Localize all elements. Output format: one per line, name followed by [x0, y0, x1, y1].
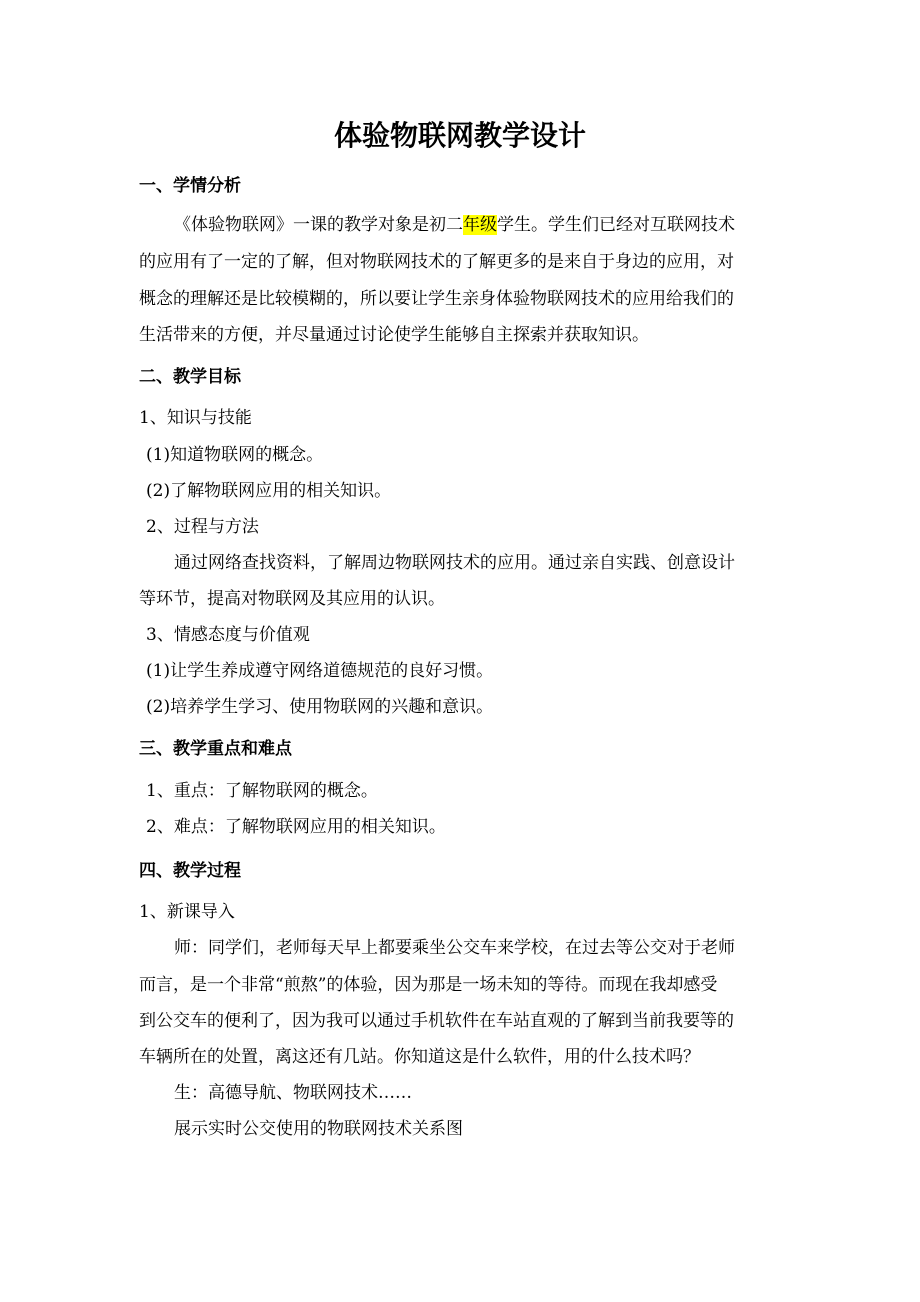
text-run: 学生。学生们已经对互联网技术	[497, 215, 735, 235]
section-heading-3: 三、教学重点和难点	[139, 739, 292, 759]
subheading: 1、知识与技能	[139, 408, 252, 428]
list-item: (2)了解物联网应用的相关知识。	[146, 481, 392, 501]
paragraph-line: 师：同学们，老师每天早上都要乘坐公交车来学校，在过去等公交对于老师	[174, 938, 735, 958]
section-heading-1: 一、学情分析	[139, 176, 241, 196]
list-item: 1、重点：了解物联网的概念。	[146, 781, 378, 801]
list-item: (2)培养学生学习、使用物联网的兴趣和意识。	[146, 697, 494, 717]
page-title: 体验物联网教学设计	[333, 119, 586, 152]
list-item: (1)知道物联网的概念。	[146, 445, 324, 465]
paragraph-line: 生活带来的方便，并尽量通过讨论使学生能够自主探索并获取知识。	[139, 325, 649, 345]
paragraph-line: 概念的理解还是比较模糊的，所以要让学生亲身体验物联网技术的应用给我们的	[139, 289, 734, 309]
paragraph-line: 通过网络查找资料，了解周边物联网技术的应用。通过亲自实践、创意设计	[174, 553, 735, 573]
paragraph-line: 展示实时公交使用的物联网技术关系图	[174, 1119, 463, 1139]
highlighted-text: 年级	[463, 215, 497, 235]
paragraph-line	[174, 213, 735, 237]
section-heading-2: 二、教学目标	[139, 367, 241, 387]
paragraph-line: 到公交车的便利了，因为我可以通过手机软件在车站直观的了解到当前我要等的	[139, 1011, 734, 1031]
list-item: 2、难点：了解物联网应用的相关知识。	[146, 817, 446, 837]
paragraph-line: 而言，是一个非常“煎熬”的体验，因为那是一场未知的等待。而现在我却感受	[139, 975, 718, 995]
paragraph-line: 车辆所在的处置，离这还有几站。你知道这是什么软件，用的什么技术吗？	[139, 1047, 700, 1067]
subheading: 1、新课导入	[139, 902, 235, 922]
list-item: (1)让学生养成遵守网络道德规范的良好习惯。	[146, 661, 494, 681]
subheading: 3、情感态度与价值观	[146, 625, 310, 645]
paragraph-line: 生：高德导航、物联网技术……	[174, 1083, 412, 1103]
paragraph-line: 的应用有了一定的了解，但对物联网技术的了解更多的是来自于身边的应用，对	[139, 252, 734, 272]
paragraph-line: 等环节，提高对物联网及其应用的认识。	[139, 589, 445, 609]
section-heading-4: 四、教学过程	[139, 861, 241, 881]
text-run: 《体验物联网》一课的教学对象是初二	[174, 215, 463, 235]
subheading: 2、过程与方法	[146, 517, 259, 537]
